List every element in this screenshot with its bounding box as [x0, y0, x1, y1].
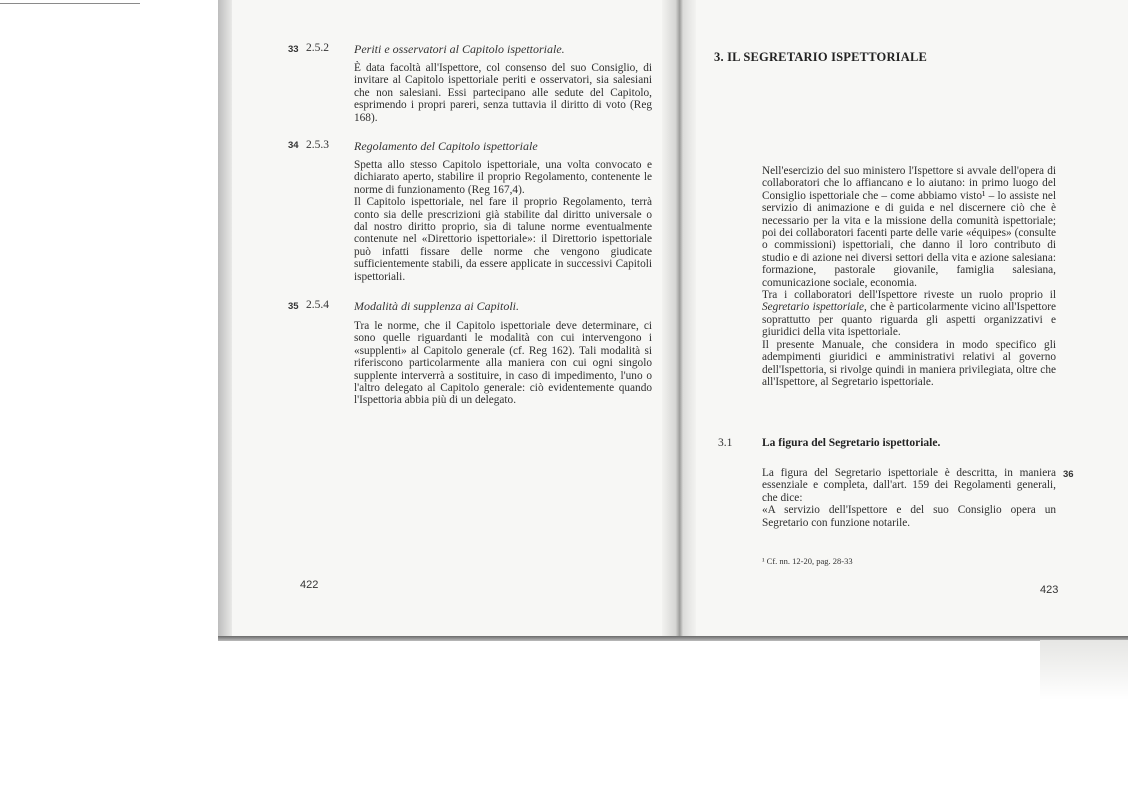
paragraph: Tra i collaboratori dell'Ispettore riveste un ruolo proprio il Segretario ispettoriale, che è particolarmente vicino all'Ispettore soprattutto per quanto riguarda gli aspetti organizzativi e giuridici della vita ispettoriale. [762, 289, 1056, 339]
paragraph: La figura del Segretario ispettoriale è descritta, in maniera essenziale e completa, dall'art. 159 dei Regolamenti generali, che dice: [762, 467, 1056, 504]
book-bottom-edge [218, 636, 1128, 641]
paragraph: È data facoltà all'Ispettore, col consenso del suo Consiglio, di invitare al Capitolo ispettoriale periti e osservatori, sia salesiani che non salesiani. Essi partecipano alle sedute del Capitolo, esprimendo i propri pareri, senza tuttavia il diritto di voto (Reg 168). [354, 62, 652, 124]
page-number: 423 [1040, 584, 1059, 596]
scan-shadow [1040, 640, 1128, 700]
paragraph: Spetta allo stesso Capitolo ispettoriale, una volta convocato e dichiarato aperto, stabilire il proprio Regolamento, contenente le norme di funzionamento (Reg 167,4). [354, 159, 652, 196]
margin-number: 35 [288, 301, 299, 312]
subsection-number: 3.1 [718, 437, 733, 449]
paragraph: Tra le norme, che il Capitolo ispettoriale deve determinare, ci sono quelle riguardanti le modalità con cui intervengono i «supplenti» al Capitolo generale (cf. Reg 162). Tali modalità si riferiscono particolarmente alla maniera con cui ogni singolo supplente interverrà a sostituire, in caso di impedimento, l'uno o l'altro delegato al Capitolo generale: ciò evidentemente quando l'Ispettoria abbia più di un delegato. [354, 320, 652, 407]
book-gutter [662, 0, 696, 640]
book-left-edge-shadow [218, 0, 232, 640]
paragraph: Il presente Manuale, che considera in modo specifico gli adempimenti giuridici e amministrativi relativi al governo dell'Ispettoria, si rivolge quindi in maniera privilegiata, oltre che all'Ispettore, al Segretario ispettoriale. [762, 338, 1056, 388]
footnote: ¹ Cf. nn. 12-20, pag. 28-33 [762, 556, 853, 566]
section-number: 2.5.2 [306, 42, 329, 54]
margin-number: 36 [1063, 469, 1074, 480]
section-title: Regolamento del Capitolo ispettoriale [354, 139, 538, 153]
subsection-title: La figura del Segretario ispettoriale. [762, 437, 941, 449]
section-body [354, 320, 652, 407]
chapter-intro [762, 165, 1056, 388]
section-title: Modalità di supplenza ai Capitoli. [354, 299, 520, 313]
page-number: 422 [300, 579, 319, 591]
chapter-title: 3. IL SEGRETARIO ISPETTORIALE [714, 50, 928, 64]
scan-edge-line [0, 3, 140, 4]
section-number: 2.5.4 [306, 299, 329, 311]
margin-number: 34 [288, 140, 299, 151]
section-body [354, 159, 652, 283]
paragraph: Il Capitolo ispettoriale, nel fare il proprio Regolamento, terrà conto sia delle prescrizioni già stabilite dal diritto universale o dal nostro diritto proprio, sia di talune norme eventualmente contenute nel «Direttorio ispettoriale»: il Direttorio ispettoriale può infatti fissare delle norme che vengono giudicate sufficientemente stabili, da essere applicate in successivi Capitoli ispettoriali. [354, 196, 652, 283]
section-title: Periti e osservatori al Capitolo ispettoriale. [354, 42, 565, 56]
paragraph: «A servizio dell'Ispettore e del suo Consiglio opera un Segretario con funzione notarile. [762, 504, 1056, 529]
paragraph: Nell'esercizio del suo ministero l'Ispettore si avvale dell'opera di collaboratori che lo affiancano e lo aiutano: in primo luogo del Consiglio ispettoriale che – come abbiamo visto¹ – lo assiste nel servizio di animazione e di guida e nel discernere ciò che è necessario per la vita e la missione della comunità ispettoriale; poi dei collaboratori facenti parte delle varie «équipes» (consulte o commissioni) ispettoriali, che danno il loro contributo di studio e di azione nei diversi settori della vita e azione salesiana: formazione, pastorale giovanile, famiglia salesiana, comunicazione sociale, economia. [762, 165, 1056, 289]
section-body [354, 62, 652, 124]
section-number: 2.5.3 [306, 139, 329, 151]
subsection-body [762, 467, 1056, 529]
margin-number: 33 [288, 44, 299, 55]
